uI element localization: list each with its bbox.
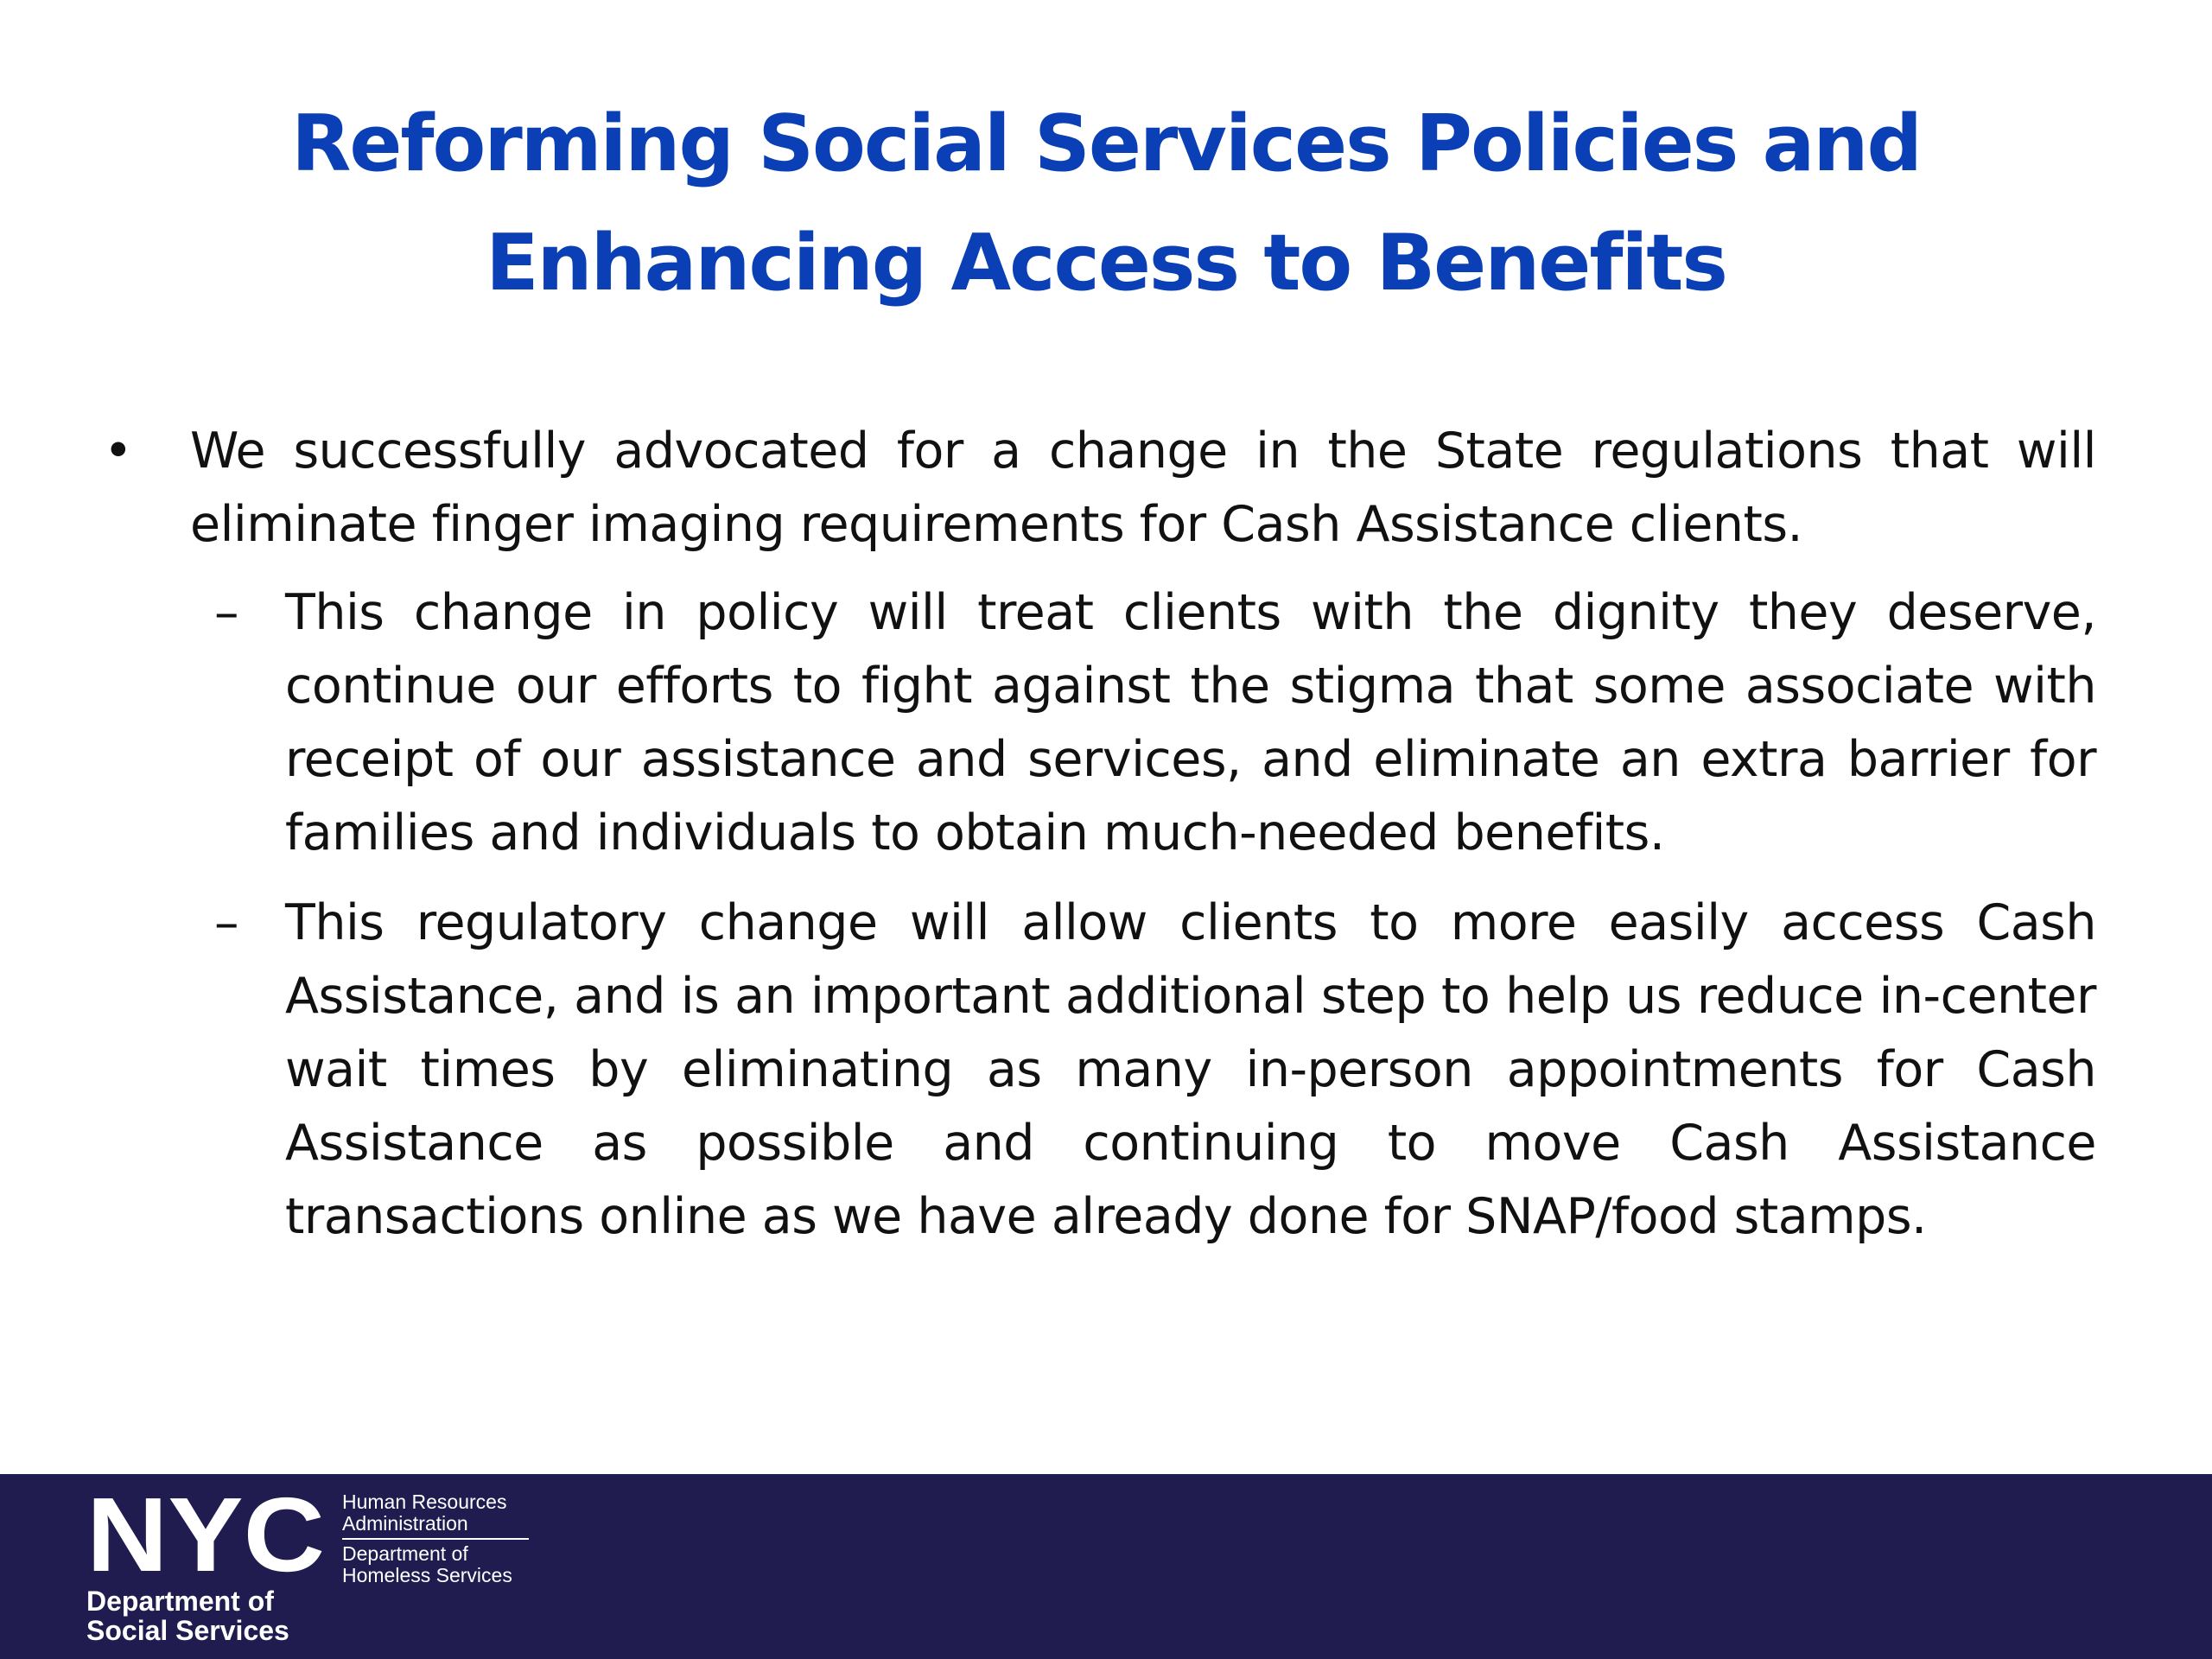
sub-bullet-item-1: This change in policy will treat clients with the dignity they deserve, continue our efforts to fight against the stigma that some associate with receipt of our assistance and services, and eliminate an extra barrier for families and individuals to obtain much-needed benefits. [285,584,2096,861]
slide-title [0,85,2212,323]
dss-label-line-1: Department of [86,1586,274,1617]
dhs-label-line-2: Homeless Services [342,1564,512,1586]
slide-title-line-2: Enhancing Access to Benefits [486,218,1726,308]
dss-label-line-2: Social Services [86,1615,289,1646]
sub-bullet-marker-2: – [214,894,238,951]
dhs-label-line-1: Department of [342,1542,468,1565]
footer-bar [0,1474,2212,1659]
hra-label-line-1: Human Resources [342,1491,507,1513]
dss-logo-label [86,1586,289,1645]
bullet-marker: • [104,423,133,480]
sub-bullet-item-2: This regulatory change will allow clients to more easily access Cash Assistance, and is an important additional step to help us reduce in-center wait times by eliminating as many in-person appointments for Cash Assistance as possible and continuing to move Cash Assistance transactions online as we have already done for SNAP/food stamps. [285,894,2096,1245]
nyc-logo-icon [86,1493,328,1580]
hra-label [342,1491,506,1535]
slide-title-line-1: Reforming Social Services Policies and [291,99,1921,189]
bullet-item: We successfully advocated for a change in the State regulations that will eliminate finger imaging requirements for Cash Assistance clients. [190,423,2096,553]
dhs-label [342,1543,512,1586]
nyc-logo-text: NYC [86,1493,325,1580]
sub-bullet-marker-1: – [214,584,238,641]
hra-label-line-2: Administration [342,1512,468,1535]
agency-divider [342,1538,529,1540]
